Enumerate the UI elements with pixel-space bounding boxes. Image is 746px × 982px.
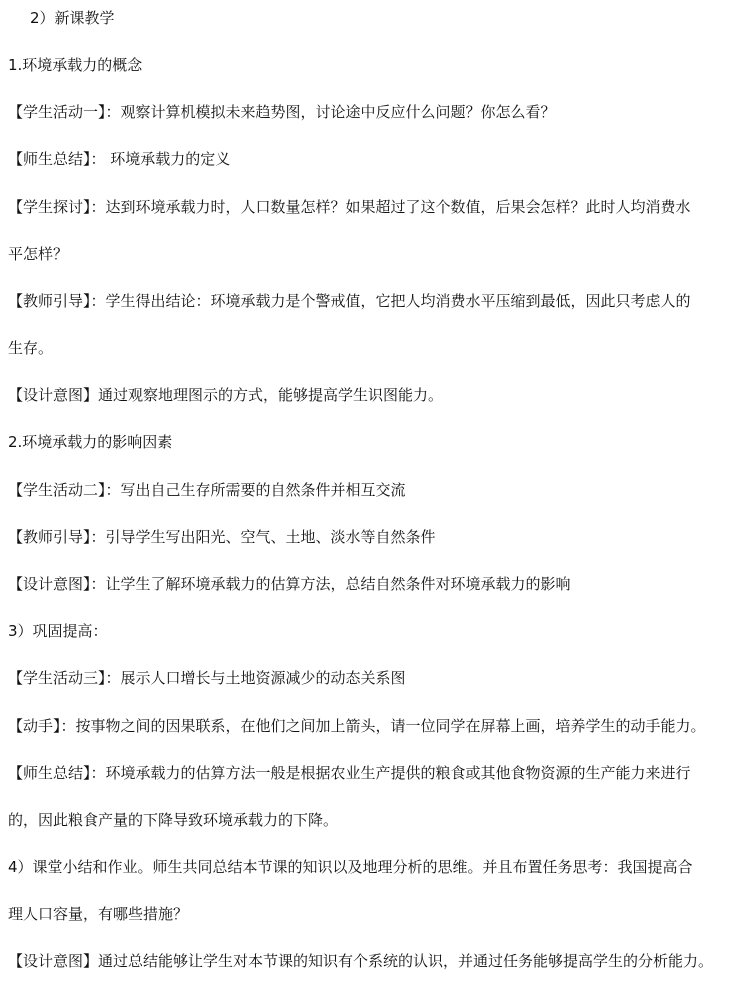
paragraph-teacher-student-summary-2: 【师生总结】：环境承载力的估算方法一般是根据农业生产提供的粮食或其他食物资源的生产能力来进行 — [8, 764, 691, 782]
paragraph-class-summary-homework-cont: 理人口容量，有哪些措施？ — [8, 905, 189, 923]
paragraph-student-discussion-cont: 平怎样？ — [8, 245, 69, 263]
paragraph-class-summary-homework: 4）课堂小结和作业。师生共同总结本节课的知识以及地理分析的思维。并且布置任务思考：我国提高合 — [8, 858, 693, 876]
paragraph-design-intent-2: 【设计意图】：让学生了解环境承载力的估算方法，总结自然条件对环境承载力的影响 — [8, 575, 571, 593]
paragraph-teacher-guidance-1: 【教师引导】：学生得出结论：环境承载力是个警戒值，它把人均消费水平压缩到最低，因此只考虑人的 — [8, 292, 691, 310]
paragraph-teacher-guidance-2: 【教师引导】：引导学生写出阳光、空气、土地、淡水等自然条件 — [8, 528, 436, 546]
paragraph-design-intent-3: 【设计意图】通过总结能够让学生对本节课的知识有个系统的认识，并通过任务能够提高学生的分析能力。 — [8, 952, 714, 970]
subheading-influencing-factors: 2.环境承载力的影响因素 — [8, 433, 173, 451]
paragraph-design-intent-1: 【设计意图】通过观察地理图示的方式，能够提高学生识图能力。 — [8, 386, 444, 404]
paragraph-student-activity-2: 【学生活动二】：写出自己生存所需要的自然条件并相互交流 — [8, 481, 406, 499]
section-heading-consolidation: 3）巩固提高： — [8, 622, 108, 640]
paragraph-student-activity-1: 【学生活动一】：观察计算机模拟未来趋势图，讨论途中反应什么问题？你怎么看？ — [8, 103, 556, 121]
subheading-carrying-capacity-concept: 1.环境承载力的概念 — [8, 56, 143, 74]
paragraph-teacher-student-summary-2-cont: 的，因此粮食产量的下降导致环境承载力的下降。 — [8, 811, 339, 829]
paragraph-teacher-student-summary-1: 【师生总结】： 环境承载力的定义 — [8, 150, 231, 168]
paragraph-student-activity-3: 【学生活动三】：展示人口增长与土地资源减少的动态关系图 — [8, 669, 406, 687]
paragraph-student-discussion: 【学生探讨】：达到环境承载力时，人口数量怎样？如果超过了这个数值，后果会怎样？此时人均消费水 — [8, 198, 691, 216]
paragraph-teacher-guidance-1-cont: 生存。 — [8, 339, 54, 357]
section-heading-new-lesson: 2）新课教学 — [30, 9, 115, 27]
paragraph-hands-on: 【动手】：按事物之间的因果联系，在他们之间加上箭头，请一位同学在屏幕上画，培养学生的动手能力。 — [8, 717, 706, 735]
